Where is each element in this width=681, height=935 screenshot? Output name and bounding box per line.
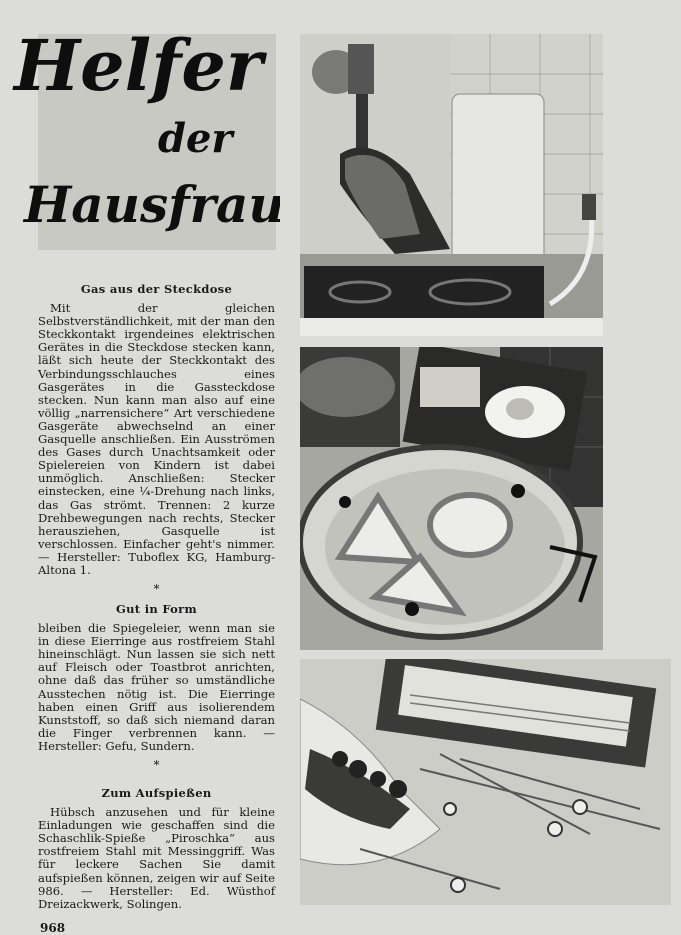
page-title [10,10,280,250]
photo-skewers [300,659,671,905]
page-number: 968 [40,921,66,935]
photo-egg-rings [300,347,603,650]
article-heading: Gut in Form [116,602,197,616]
article-zum-aufspiessen [38,787,275,911]
article-heading: Gas aus der Steckdose [80,282,233,296]
separator-star: * [153,758,160,773]
photo-gas-socket [300,34,603,336]
article-heading: Zum Aufspießen [101,786,212,800]
separator-star: * [153,582,160,597]
article-gas-steckdose [38,283,275,602]
title-line-2: der [158,115,233,162]
title-line-3: Hausfrau [24,175,280,234]
article-body: Mit der gleichen Selbstverständlichkeit, mit der man den Steckkontakt irgendeines elektrischen Gerätes in die Steckdose stecken kann, läßt sich heute der Steckkontakt des Verbindungsschlauches eines Gasgerätes in die Gassteckdose stecken. Nun kann man also auf eine völlig „narrensichere“ Art verschiedene Gasgeräte abwechselnd an einer Gasquelle anschließen. Ein Ausströmen des Gases durch Unachtsamkeit oder Spielereien von Kindern ist dabei unmöglich. Anschließen: Stecker einstecken, eine ¼-Drehung nach links, das Gas strömt. Trennen: 2 kurze Drehbewegungen nach rechts, Stecker herausziehen, Gasquelle ist verschlossen. Einfacher geht's nimmer. — Hersteller: Tuboflex KG, Hamburg-Altona 1. [38,301,275,577]
article-body: bleiben die Spiegeleier, wenn man sie in diese Eierringe aus rostfreiem Stahl hineinschlägt. Nun lassen sie sich nett auf Fleisch oder Toastbrot anrichten, ohne daß das früher so umständliche Ausstechen nötig ist. Die Eierringe haben einen Griff aus isolierendem Kunststoff, so daß sich niemand daran die Finger verbrennen kann. — Hersteller: Gefu, Sundern. [38,621,275,753]
title-line-1: Helfer [14,24,263,107]
article-gut-in-form [38,603,275,778]
article-body: Hübsch anzusehen und für kleine Einladungen wie geschaffen sind die Schaschlik-Spieße „Piroschka“ aus rostfreiem Stahl mit Messinggriff. Was für leckere Sachen Sie damit aufspießen können, zeigen wir auf Seite 986. — Hersteller: Ed. Wüsthof Dreizackwerk, Solingen. [38,805,275,911]
